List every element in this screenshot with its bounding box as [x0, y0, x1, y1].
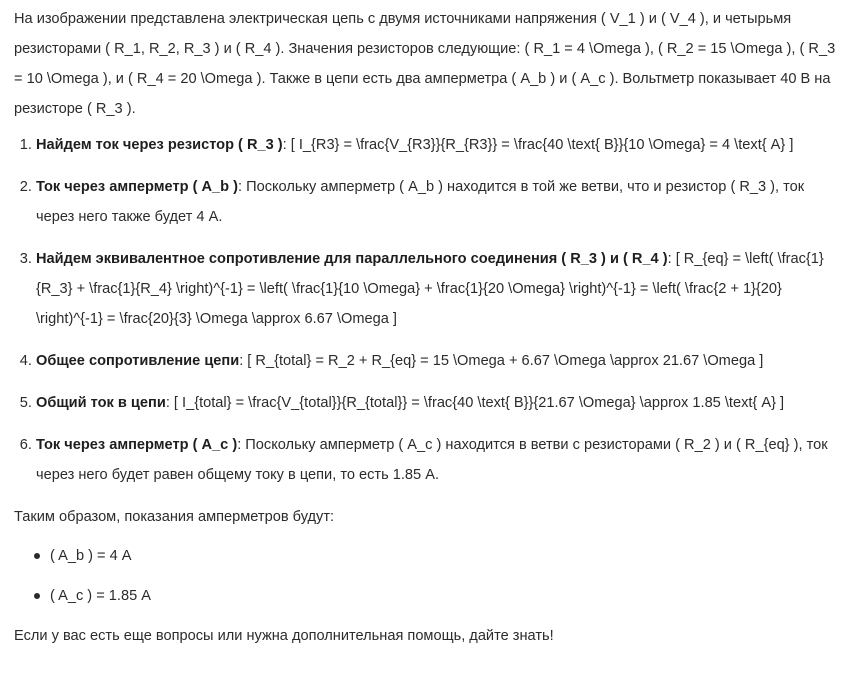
step-title: Общий ток в цепи [36, 395, 166, 411]
step-item [36, 130, 841, 160]
solution-steps-list [14, 130, 841, 490]
step-text: : [ R_{total} = R_2 + R_{eq} = 15 \Omega + 6.67 \Omega \approx 21.67 \Omega ] [239, 353, 764, 369]
step-item [36, 388, 841, 418]
intro-paragraph: На изображении представлена электрическая цепь с двумя источниками напряжения ( V_1 ) и ( V_4 ), и четырьмя резисторами ( R_1, R_2, R_3 ) и ( R_4 ). Значения резисторов следующие: ( R_1 = 4 \Omega ), ( R_2 = 15 \Omega ), ( R_3 = 10 \Omega ), и ( R_4 = 20 \Omega ). Также в цепи есть два амперметра ( A_b ) и ( A_c ). Вольтметр показывает 40 В на резисторе ( R_3 ). [14, 11, 836, 117]
step-title: Общее сопротивление цепи [36, 353, 240, 369]
step-item [36, 172, 841, 232]
summary-text: Таким образом, показания амперметров будут: [14, 509, 335, 525]
step-text: : [ I_{R3} = \frac{V_{R3}}{R_{R3}} = \frac{40 \text{ В}}{10 \Omega} = 4 \text{ А} ] [282, 137, 794, 153]
result-item: ( A_b ) = 4 А [36, 541, 841, 571]
step-title: Ток через амперметр ( A_c ) [36, 437, 238, 453]
step-text: : Поскольку амперметр ( A_c ) находится в ветви с резисторами ( R_2 ) и ( R_{eq} ), ток через него будет равен общему току в цепи, то есть 1.85 А. [36, 437, 828, 483]
result-item: ( A_c ) = 1.85 А [36, 581, 841, 611]
step-title: Ток через амперметр ( A_b ) [36, 179, 238, 195]
step-item [36, 346, 841, 376]
closing-text: Если у вас есть еще вопросы или нужна дополнительная помощь, дайте знать! [14, 628, 554, 644]
step-text: : Поскольку амперметр ( A_b ) находится в той же ветви, что и резистор ( R_3 ), ток через него также будет 4 А. [36, 179, 805, 225]
results-list [14, 541, 841, 611]
step-title: Найдем ток через резистор ( R_3 ) [36, 137, 283, 153]
step-text: : [ R_{eq} = \left( \frac{1}{R_3} + \frac{1}{R_4} \right)^{-1} = \left( \frac{1}{10 \Omega} + \frac{1}{20 \Omega} \right)^{-1} = \left( \frac{2 + 1}{20} \right)^{-1} = \frac{20}{3} \Omega \approx 6.67 \Omega ] [36, 251, 824, 327]
step-item [36, 430, 841, 490]
step-item [36, 244, 841, 334]
step-title: Найдем эквивалентное сопротивление для параллельного соединения ( R_3 ) и ( R_4 ) [36, 251, 668, 267]
step-text: : [ I_{total} = \frac{V_{total}}{R_{total}} = \frac{40 \text{ В}}{21.67 \Omega} \approx 1.85 \text{ А} ] [165, 395, 785, 411]
